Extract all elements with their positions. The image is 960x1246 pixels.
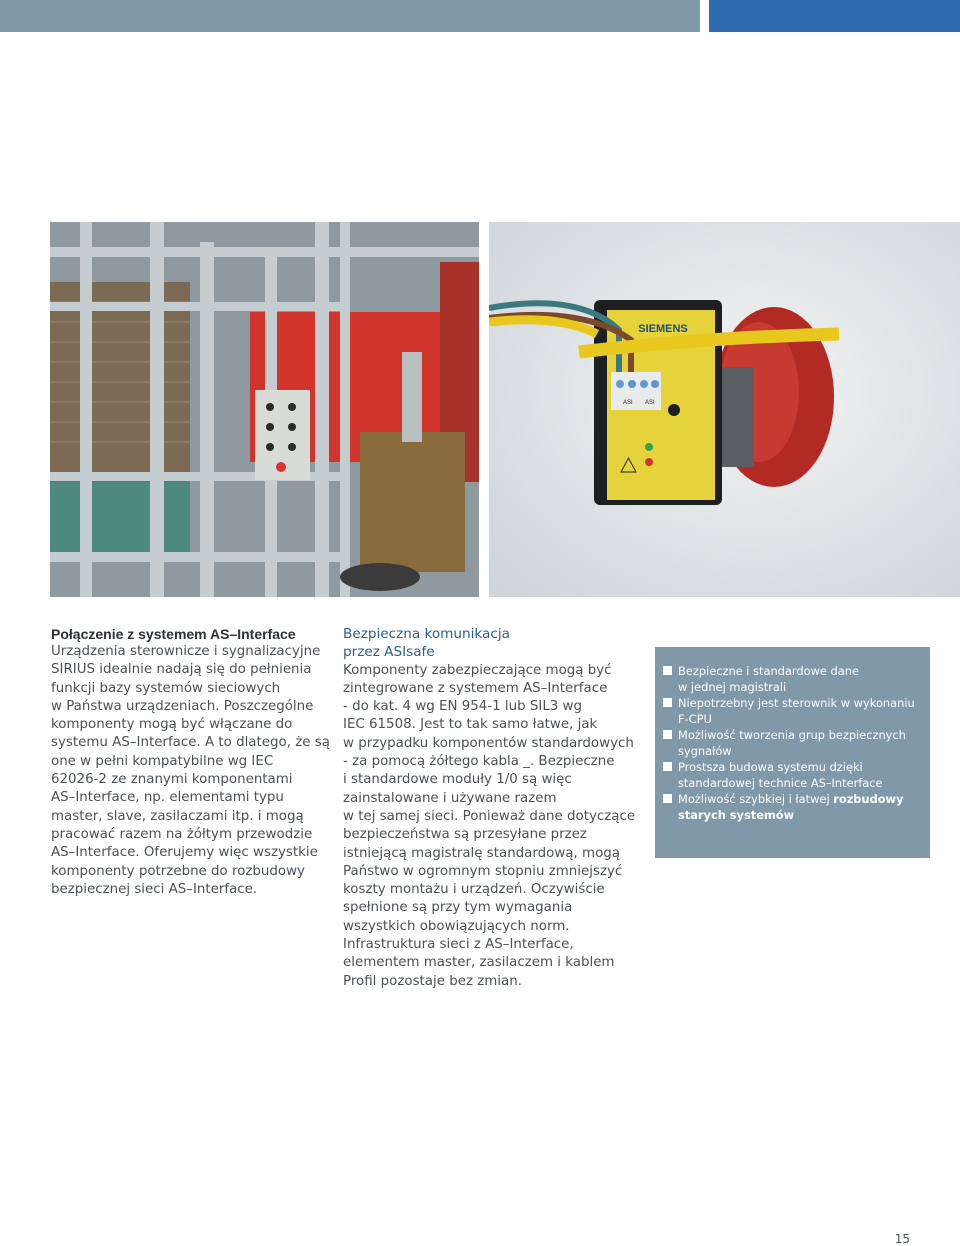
benefit-text: Możliwość szybkiej i łatwej bbox=[678, 792, 834, 806]
benefit-line: Prostsza budowa systemu dzięki bbox=[678, 760, 863, 774]
body-line: w przypadku komponentów standardowych bbox=[343, 735, 634, 751]
page-number: 15 bbox=[894, 1232, 910, 1246]
benefit-line: F-CPU bbox=[678, 712, 712, 726]
heading-line: przez ASIsafe bbox=[343, 644, 435, 661]
top-bar-right bbox=[709, 0, 960, 32]
benefit-item bbox=[663, 663, 922, 695]
body-line: Infrastruktura sieci z AS–Interface, bbox=[343, 937, 574, 953]
body-line: 62026-2 ze znanymi komponentami bbox=[51, 772, 293, 788]
body-line: komponenty potrzebne do rozbudowy bbox=[51, 863, 305, 879]
benefit-line bbox=[678, 791, 922, 807]
body-line: AS–Interface, np. elementami typu bbox=[51, 790, 284, 806]
body-line: Urządzenia sterownicze i sygnalizacyjne bbox=[51, 644, 321, 659]
section-asisafe-body bbox=[343, 662, 643, 991]
body-line: istniejącą magistralę standardową, mogą bbox=[343, 845, 620, 861]
benefit-item bbox=[663, 791, 922, 823]
body-line: Państwo w ogromnym stopniu zmniejszyć bbox=[343, 863, 623, 879]
section-as-interface bbox=[51, 625, 331, 899]
body-line: zintegrowane z systemem AS–Interface bbox=[343, 680, 608, 696]
heading-line: Bezpieczna komunikacja bbox=[343, 626, 510, 642]
body-line: Profil pozostaje bez zmian. bbox=[343, 973, 522, 989]
body-line: pracować razem na żółtym przewodzie bbox=[51, 826, 313, 842]
body-line: one w pełni kompatybilne wg IEC bbox=[51, 753, 274, 769]
body-line: zainstalowane i używane razem bbox=[343, 790, 557, 806]
body-line: spełnione są przy tym wymagania bbox=[343, 900, 573, 916]
body-line: i standardowe moduły 1/0 są więc bbox=[343, 772, 572, 788]
port-label-2: ASI bbox=[645, 400, 655, 406]
bullet-square-icon bbox=[663, 666, 672, 675]
body-line: Komponenty zabezpieczające mogą być bbox=[343, 662, 612, 678]
body-line: wszystkich obowiązujących norm. bbox=[343, 918, 570, 934]
section-asisafe bbox=[343, 625, 643, 991]
benefits-list bbox=[663, 663, 922, 823]
benefit-emphasis: rozbudowy bbox=[833, 792, 904, 806]
section-asisafe-heading bbox=[343, 625, 643, 662]
body-line: komponenty mogą być włączane do bbox=[51, 717, 293, 733]
asi-module-photo bbox=[489, 222, 960, 597]
port-label-1: ASI bbox=[623, 400, 633, 406]
bullet-square-icon bbox=[663, 698, 672, 707]
body-line: w Państwa urządzeniach. Poszczególne bbox=[51, 698, 314, 714]
section-as-interface-heading: Połączenie z systemem AS–Interface bbox=[51, 626, 296, 642]
body-line: master, slave, zasilaczami itp. i mogą bbox=[51, 808, 304, 824]
factory-photo bbox=[50, 222, 479, 597]
body-line: SIRIUS idealnie nadają się do pełnienia bbox=[51, 662, 312, 678]
body-line: w tej samej sieci. Ponieważ dane dotyczące bbox=[343, 808, 636, 824]
body-line: - do kat. 4 wg EN 954-1 lub SIL3 wg bbox=[343, 699, 583, 715]
body-line: AS–Interface. Oferujemy więc wszystkie bbox=[51, 845, 318, 861]
body-line: bezpiecznej sieci AS–Interface. bbox=[51, 881, 258, 897]
benefit-line: Niepotrzebny jest sterownik w wykonaniu bbox=[678, 696, 915, 710]
benefit-line: Możliwość tworzenia grup bezpiecznych bbox=[678, 728, 906, 742]
bullet-square-icon bbox=[663, 730, 672, 739]
bullet-square-icon bbox=[663, 762, 672, 771]
top-bar-left bbox=[0, 0, 700, 32]
benefit-line: w jednej magistrali bbox=[678, 680, 787, 694]
factory-illustration bbox=[50, 222, 479, 597]
section-as-interface-body bbox=[51, 643, 331, 899]
body-line: - za pomocą żółtego kabla _. Bezpieczne bbox=[343, 754, 615, 770]
body-line: funkcji bazy systemów sieciowych bbox=[51, 680, 281, 696]
asi-module-illustration bbox=[489, 222, 960, 597]
body-line: koszty montażu i urządzeń. Oczywiście bbox=[343, 882, 605, 898]
body-line: systemu AS–Interface. A to dlatego, że są bbox=[51, 735, 330, 751]
benefit-line: standardowej technice AS–Interface bbox=[678, 776, 883, 790]
body-line: elementem master, zasilaczem i kablem bbox=[343, 955, 615, 971]
benefit-item bbox=[663, 727, 922, 759]
module-model: 3SF5402-1AB01 bbox=[640, 340, 686, 346]
body-line: IEC 61508. Jest to tak samo łatwe, jak bbox=[343, 717, 598, 733]
bullet-square-icon bbox=[663, 794, 672, 803]
benefit-item bbox=[663, 759, 922, 791]
siemens-label: SIEMENS bbox=[638, 323, 688, 335]
benefit-line: sygnałów bbox=[678, 744, 732, 758]
benefit-line: Bezpieczne i standardowe dane bbox=[678, 664, 859, 678]
benefits-box bbox=[655, 647, 930, 858]
benefit-item bbox=[663, 695, 922, 727]
benefit-emphasis: starych systemów bbox=[678, 808, 795, 822]
body-line: bezpieczeństwa są przesyłane przez bbox=[343, 827, 587, 843]
